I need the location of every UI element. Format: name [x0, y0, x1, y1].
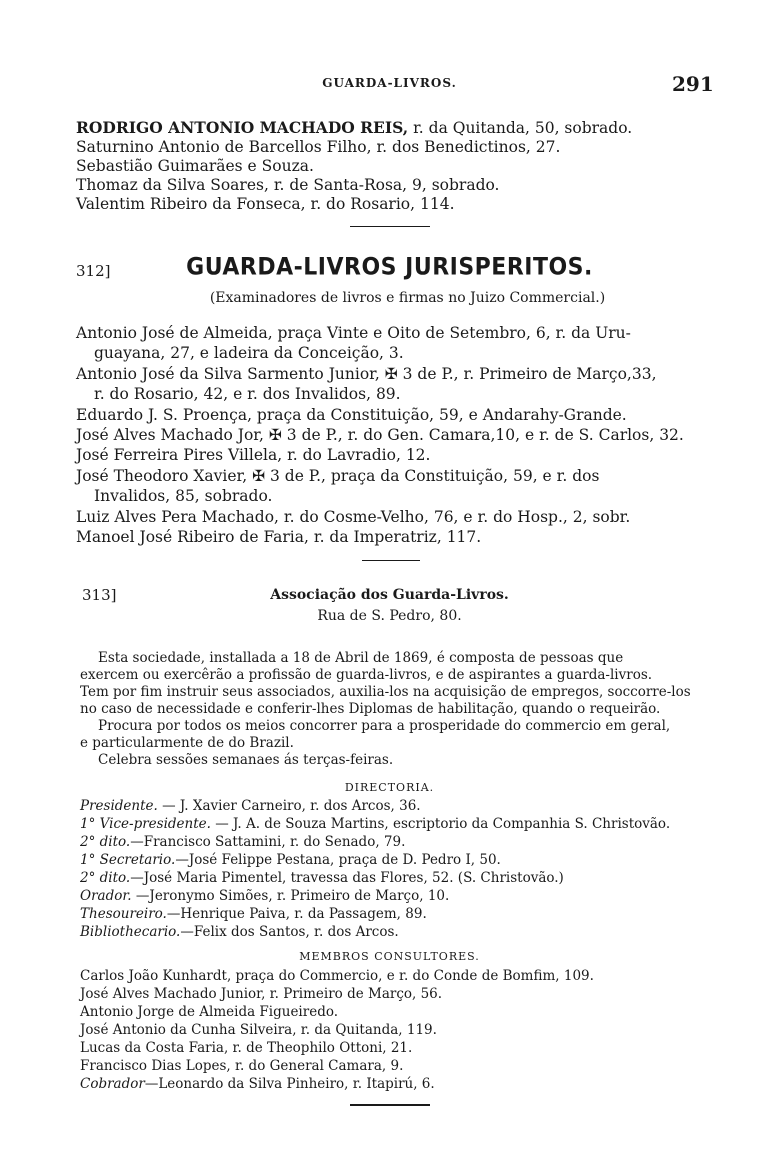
- list-item: Carlos João Kunhardt, praça do Commercio, e r. do Conde de Bomfim, 109.: [80, 968, 594, 984]
- list-item: Bibliothecario.—Felix dos Santos, r. dos Arcos.: [80, 924, 399, 940]
- section-title: Associação dos Guarda-Livros.: [270, 587, 509, 603]
- running-header: GUARDA-LIVROS.: [322, 76, 457, 90]
- section-divider: [350, 226, 430, 227]
- list-item: Francisco Dias Lopes, r. do General Camara, 9.: [80, 1058, 404, 1074]
- list-item-continuation: Invalidos, 85, sobrado.: [94, 487, 273, 505]
- paragraph-line: e particularmente de do Brazil.: [80, 735, 294, 751]
- list-item: Cobrador—Leonardo da Silva Pinheiro, r. Itapirú, 6.: [80, 1076, 435, 1092]
- list-item: 1° Secretario.—José Felippe Pestana, praça de D. Pedro I, 50.: [80, 852, 501, 868]
- list-item: José Theodoro Xavier, ✠ 3 de P., praça da Constituição, 59, e r. dos: [76, 467, 600, 485]
- list-item: 2° dito.—Francisco Sattamini, r. do Senado, 79.: [80, 834, 406, 850]
- entry-name: RODRIGO ANTONIO MACHADO REIS,: [76, 118, 409, 137]
- paragraph-line: Procura por todos os meios concorrer para a prosperidade do commercio em geral,: [98, 718, 671, 734]
- list-item: Orador. —Jeronymo Simões, r. Primeiro de Março, 10.: [80, 888, 450, 904]
- paragraph-line: Esta sociedade, installada a 18 de Abril de 1869, é composta de pessoas que: [98, 650, 624, 666]
- list-item: Lucas da Costa Faria, r. de Theophilo Ottoni, 21.: [80, 1040, 413, 1056]
- paragraph-line: no caso de necessidade e conferir-lhes Diplomas de habilitação, quando o requeirão.: [80, 701, 661, 717]
- paragraph-line: exercem ou exercêrão a profissão de guarda-livros, e de aspirantes a guarda-livros.: [80, 667, 653, 683]
- section-address: Rua de S. Pedro, 80.: [317, 608, 462, 624]
- list-item: Luiz Alves Pera Machado, r. do Cosme-Velho, 76, e r. do Hosp., 2, sobr.: [76, 508, 631, 526]
- list-item: Sebastião Guimarães e Souza.: [76, 157, 314, 175]
- list-item-continuation: guayana, 27, e ladeira da Conceição, 3.: [94, 344, 404, 362]
- list-item: Thomaz da Silva Soares, r. de Santa-Rosa, 9, sobrado.: [76, 176, 500, 194]
- list-item: Saturnino Antonio de Barcellos Filho, r. dos Benedictinos, 27.: [76, 138, 561, 156]
- list-item: José Alves Machado Jor, ✠ 3 de P., r. do Gen. Camara,10, e r. de S. Carlos, 32.: [76, 426, 684, 444]
- section-subtitle: (Examinadores de livros e firmas no Juizo Commercial.): [209, 290, 606, 306]
- section-number: 312]: [76, 262, 111, 280]
- list-item: 1° Vice-presidente. — J. A. de Souza Martins, escriptorio da Companhia S. Christovão.: [80, 816, 671, 832]
- section-divider: [362, 560, 420, 561]
- paragraph-line: Tem por fim instruir seus associados, auxilia-los na acquisição de empregos, soccorre-los: [80, 684, 691, 700]
- list-item: Antonio Jorge de Almeida Figueiredo.: [80, 1004, 339, 1020]
- list-item: Manoel José Ribeiro de Faria, r. da Imperatriz, 117.: [76, 528, 482, 546]
- section-number: 313]: [82, 586, 117, 604]
- list-item: Antonio José da Silva Sarmento Junior, ✠ 3 de P., r. Primeiro de Março,33,: [76, 365, 657, 383]
- list-item: RODRIGO ANTONIO MACHADO REIS, r. da Quitanda, 50, sobrado.: [76, 118, 633, 137]
- section-divider: [350, 1104, 430, 1106]
- membros-heading: MEMBROS CONSULTORES.: [299, 950, 480, 963]
- page-number: 291: [672, 72, 714, 96]
- list-item: José Ferreira Pires Villela, r. do Lavradio, 12.: [76, 446, 431, 464]
- list-item: Thesoureiro.—Henrique Paiva, r. da Passagem, 89.: [80, 906, 427, 922]
- directoria-heading: DIRECTORIA.: [344, 781, 435, 794]
- list-item: José Antonio da Cunha Silveira, r. da Quitanda, 119.: [80, 1022, 437, 1038]
- paragraph-line: Celebra sessões semanaes ás terças-feiras.: [98, 752, 394, 768]
- list-item: Valentim Ribeiro da Fonseca, r. do Rosario, 114.: [76, 195, 455, 213]
- list-item: Eduardo J. S. Proença, praça da Constituição, 59, e Andarahy-Grande.: [76, 406, 627, 424]
- list-item: 2° dito.—José Maria Pimentel, travessa das Flores, 52. (S. Christovão.): [80, 870, 564, 886]
- list-item: Antonio José de Almeida, praça Vinte e Oito de Setembro, 6, r. da Uru-: [76, 324, 631, 342]
- list-item-continuation: r. do Rosario, 42, e r. dos Invalidos, 89.: [94, 385, 401, 403]
- list-item: Presidente. — J. Xavier Carneiro, r. dos Arcos, 36.: [80, 798, 421, 814]
- list-item: José Alves Machado Junior, r. Primeiro de Março, 56.: [80, 986, 443, 1002]
- section-title: GUARDA-LIVROS JURISPERITOS.: [186, 253, 593, 282]
